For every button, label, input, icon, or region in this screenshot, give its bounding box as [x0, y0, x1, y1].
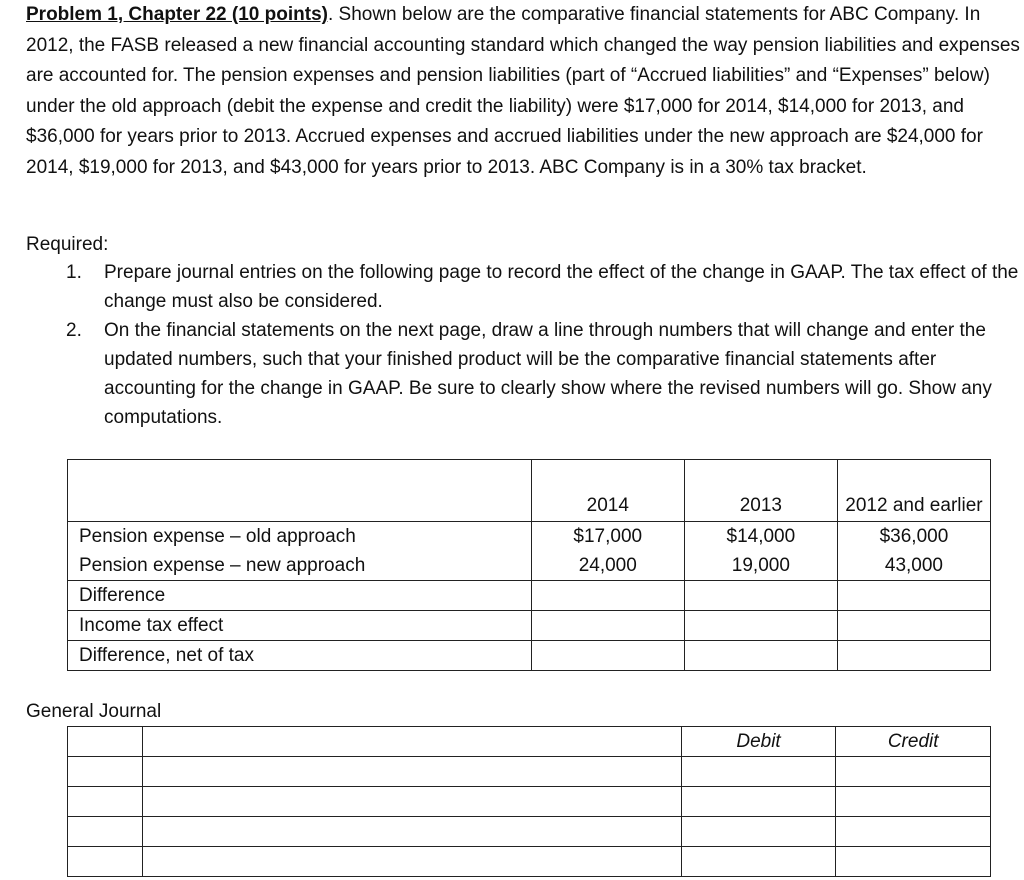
journal-header-debit: Debit [681, 727, 836, 757]
cell-2012-and-earlier[interactable] [837, 611, 990, 641]
cell-2014: 24,000 [531, 551, 684, 581]
journal-header-credit: Credit [836, 727, 991, 757]
header-cell-2013: 2013 [684, 460, 837, 522]
cell-2013[interactable] [684, 611, 837, 641]
cell-2014[interactable] [531, 641, 684, 671]
journal-cell-date[interactable] [68, 787, 143, 817]
header-cell-2014: 2014 [531, 460, 684, 522]
table-row [68, 611, 991, 641]
journal-cell-credit[interactable] [836, 847, 991, 877]
pension-expense-table [67, 459, 991, 671]
journal-cell-account[interactable] [142, 817, 681, 847]
header-cell-2012-and-earlier: 2012 and earlier [837, 460, 990, 522]
table-row [68, 641, 991, 671]
table-row [68, 522, 991, 552]
cell-2013: 19,000 [684, 551, 837, 581]
header-cell-label [68, 460, 532, 522]
required-item-number: 1. [66, 262, 82, 283]
cell-2012-and-earlier[interactable] [837, 641, 990, 671]
row-label: Difference [68, 581, 532, 611]
row-label: Difference, net of tax [68, 641, 532, 671]
cell-2013[interactable] [684, 641, 837, 671]
cell-2014[interactable] [531, 581, 684, 611]
cell-2012-and-earlier: 43,000 [837, 551, 990, 581]
problem-intro: . Shown below are the comparative financial statements for ABC Company. In 2012, the FASB released a new financial accounting standard which changed the way pension liabilities and expenses are accounted for. The pension expenses and pension liabilities (part of “Accrued liabilities” and “Expenses” below) under the old approach (debit the expense and credit the liability) were $17,000 for 2014, $14,000 for 2013, and $36,000 for years prior to 2013. Accrued expenses and accrued liabilities under the new approach are $24,000 for 2014, $19,000 for 2013, and $43,000 for years prior to 2013. ABC Company is in a 30% tax bracket. [26, 4, 1020, 178]
row-label: Pension expense – new approach [68, 551, 532, 581]
journal-row [68, 787, 991, 817]
journal-cell-date[interactable] [68, 847, 143, 877]
cell-2012-and-earlier[interactable] [837, 581, 990, 611]
row-label: Pension expense – old approach [68, 522, 532, 552]
journal-cell-account[interactable] [142, 847, 681, 877]
cell-2013[interactable] [684, 581, 837, 611]
journal-row [68, 757, 991, 787]
row-label: Income tax effect [68, 611, 532, 641]
journal-header-account [142, 727, 681, 757]
journal-cell-credit[interactable] [836, 817, 991, 847]
required-item-text: Prepare journal entries on the following page to record the effect of the change in GAAP. The tax effect of the change must also be considered. [104, 262, 1019, 312]
problem-statement [26, 0, 1024, 184]
journal-cell-debit[interactable] [681, 847, 836, 877]
journal-cell-debit[interactable] [681, 757, 836, 787]
journal-cell-account[interactable] [142, 757, 681, 787]
table-row [68, 581, 991, 611]
required-item-text: On the financial statements on the next page, draw a line through numbers that will change and enter the updated numbers, such that your finished product will be the comparative financial statements after accounting for the change in GAAP. Be sure to clearly show where the revised numbers will go. Show any computations. [104, 320, 992, 428]
journal-row [68, 847, 991, 877]
required-item-2 [50, 316, 1024, 432]
journal-cell-debit[interactable] [681, 787, 836, 817]
general-journal-title: General Journal [26, 701, 162, 722]
cell-2014[interactable] [531, 611, 684, 641]
journal-header-row [68, 727, 991, 757]
journal-cell-credit[interactable] [836, 787, 991, 817]
required-item-number: 2. [66, 320, 82, 341]
cell-2012-and-earlier: $36,000 [837, 522, 990, 552]
cell-2013: $14,000 [684, 522, 837, 552]
journal-cell-credit[interactable] [836, 757, 991, 787]
journal-cell-date[interactable] [68, 817, 143, 847]
cell-2014: $17,000 [531, 522, 684, 552]
table-row [68, 551, 991, 581]
general-journal-table [67, 726, 991, 877]
required-list [50, 258, 1024, 432]
journal-cell-account[interactable] [142, 787, 681, 817]
required-heading: Required: [26, 234, 109, 255]
table-header-row [68, 460, 991, 522]
journal-header-date [68, 727, 143, 757]
journal-cell-date[interactable] [68, 757, 143, 787]
required-item-1 [50, 258, 1024, 316]
journal-cell-debit[interactable] [681, 817, 836, 847]
journal-row [68, 817, 991, 847]
problem-title: Problem 1, Chapter 22 (10 points) [26, 4, 328, 25]
